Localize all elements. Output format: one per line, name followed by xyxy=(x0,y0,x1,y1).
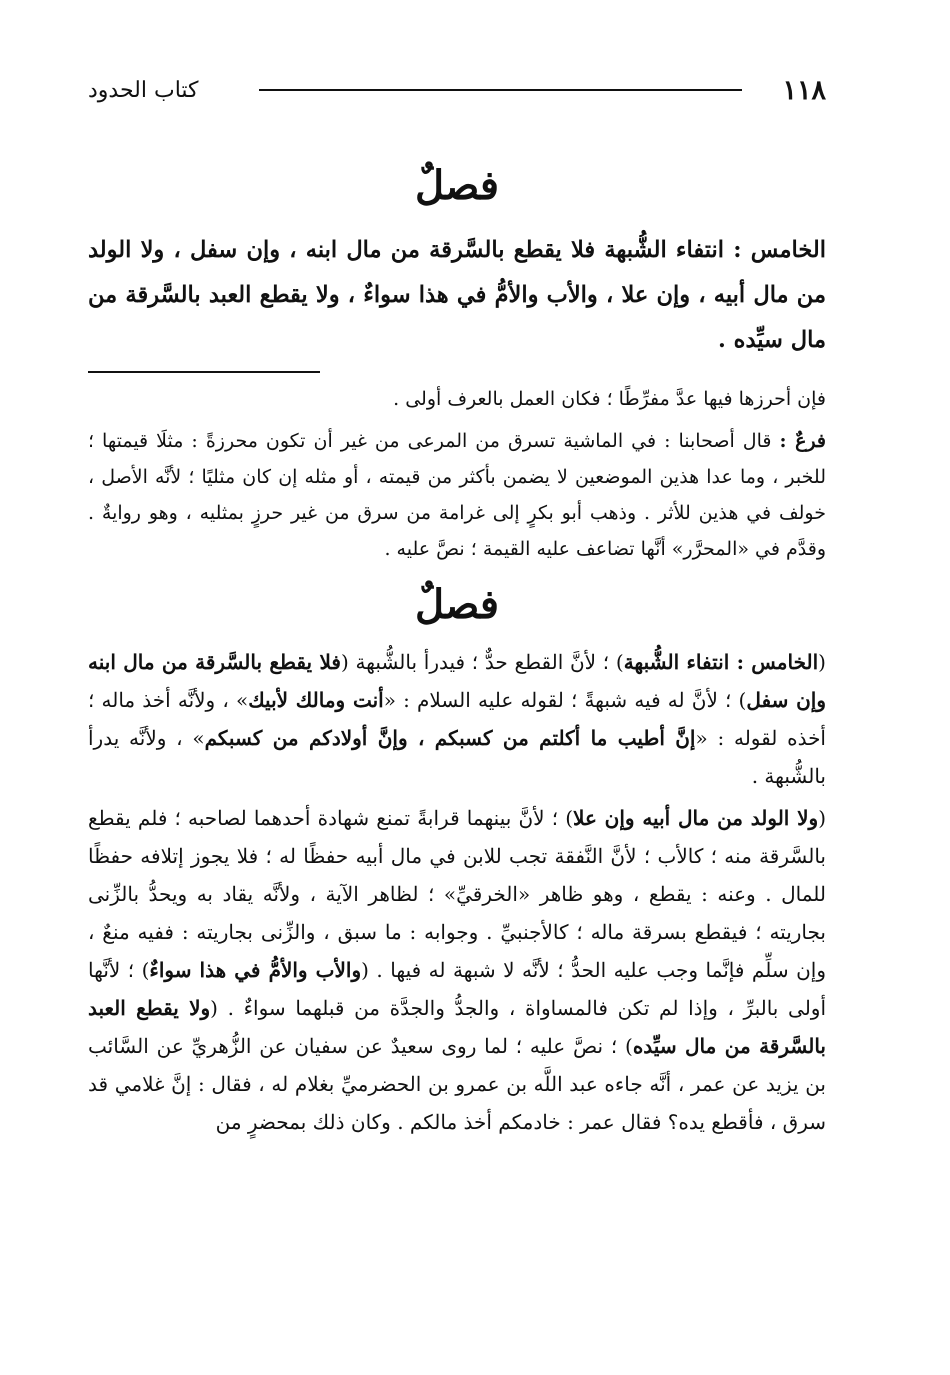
far-label: فرعٌ : xyxy=(779,430,826,452)
hadith-quote: إنَّ أطيب ما أكلتم من كسبكم ، وإنَّ أولادكم من كسبكم xyxy=(204,726,696,750)
footnote-block xyxy=(88,381,826,567)
commentary-text: ) ؛ لأنَّها أولى بالبرِّ ، وإذا لم تكن فالمساواة ، والجدُّ والجدَّة من قبلهما سواءٌ . ( xyxy=(88,958,826,1020)
quoted-matn: والأب والأمُّ في هذا سواءٌ xyxy=(149,958,362,982)
page-number: ١١٨ xyxy=(782,74,826,106)
commentary-paragraph xyxy=(88,799,826,1141)
section-heading: فصلٌ xyxy=(414,581,500,628)
footnote-text: قال أصحابنا : في الماشية تسرق من المرعى من غير أن تكون محرزةً : مثلَا قيمتها ؛ للخبر ، وما عدا هذين الموضعين لا يضمن بأكثر من قيمته ، أو مثله إن كان مثليًا ؛ لأنَّه الأصل ، خولف في هذين للأثر . وذهب أبو بكرٍ إلى غرامة من سرق من غير حرزٍ بمثليه ، وهو روايةٌ . وقدَّم في «المحرَّر» أنَّها تضاعف عليه القيمة ؛ نصَّ عليه . xyxy=(88,430,826,560)
quoted-matn: الخامس : انتفاء الشُّبهة xyxy=(623,650,819,674)
quoted-matn: ولا يقطع العبد بالسَّرقة من مال سيِّده xyxy=(88,996,826,1058)
header-rule xyxy=(259,89,743,91)
commentary-text: ) ؛ لأنَّ القطع حدٌّ ؛ فيدرأ بالشُّبهة ( xyxy=(340,650,624,674)
footnote-paragraph: فإن أحرزها فيها عدَّ مفرِّطًا ؛ فكان العمل بالعرف أولى . xyxy=(393,388,826,410)
running-header xyxy=(88,70,826,110)
commentary-text: ) ؛ لأنَّ له فيه شبهةً ؛ لقوله عليه السلام : « xyxy=(383,688,747,712)
quoted-matn: فلا يقطع بالسَّرقة من مال ابنه وإن سفل xyxy=(88,650,827,712)
footnote-paragraph xyxy=(88,423,826,567)
quoted-matn: ولا الولد من مال أبيه وإن علا xyxy=(573,806,819,830)
commentary-body xyxy=(88,643,826,1141)
matn-text: الخامس : انتفاء الشُّبهة فلا يقطع بالسَّرقة من مال ابنه ، وإن سفل ، ولا الولد من مال أبيه ، وإن علا ، والأب والأمُّ في هذا سواءٌ ، ولا يقطع العبد بالسَّرقة من مال سيِّده . xyxy=(88,237,826,353)
matn-separator-rule xyxy=(88,371,320,373)
hadith-quote: أنت ومالك لأبيك xyxy=(248,688,384,712)
commentary-text: ) ؛ لأنَّ بينهما قرابةً تمنع شهادة أحدهما لصاحبه ؛ فلم يقطع بالسَّرقة منه ؛ كالأب ؛ لأنَّ النَّفقة تجب للابن في مال أبيه حفظًا له ؛ فلا يجوز إتلافه حفظًا للمال . وعنه : يقطع ، وهو ظاهر «الخرقيِّ» ؛ لظاهر الآية ، ولأنَّه يقاد به ويحدُّ بالزِّنى بجاريته ؛ فيقطع بسرقة ماله ؛ كالأجنبيِّ . وجوابه : ما سبق ، والزِّنى بجاريته : ففيه منعٌ ، وإن سلِّم فإنَّما وجب عليه الحدُّ ؛ لأنَّه لا شبهة له فيها . ( xyxy=(88,806,826,982)
commentary-paragraph xyxy=(88,643,826,795)
commentary-text: » ، ولأنَّه يدرأ بالشُّبهة . xyxy=(88,726,826,788)
section-heading: فصلٌ xyxy=(414,162,500,209)
book-title: كتاب الحدود xyxy=(88,77,199,103)
commentary-text: ) ؛ نصَّ عليه ؛ لما روى سعيدٌ عن سفيان عن الزُّهريِّ عن السَّائب بن يزيد عن عمر ، أنَّه جاءه عبد اللَّه بن عمرو بن الحضرميِّ بغلام له ، فقال : إنَّ غلامي قد سرق ، فأقطع يده؟ فقال عمر : خادمكم أخذ مالكم . وكان ذلك بمحضرٍ من xyxy=(88,1034,826,1134)
commentary-text: ( xyxy=(818,650,826,674)
commentary-text: » ، ولأنَّه أخذ ماله ؛ أخذه لقوله : « xyxy=(88,688,826,750)
commentary-text: ( xyxy=(818,806,826,830)
book-page xyxy=(88,70,826,1145)
